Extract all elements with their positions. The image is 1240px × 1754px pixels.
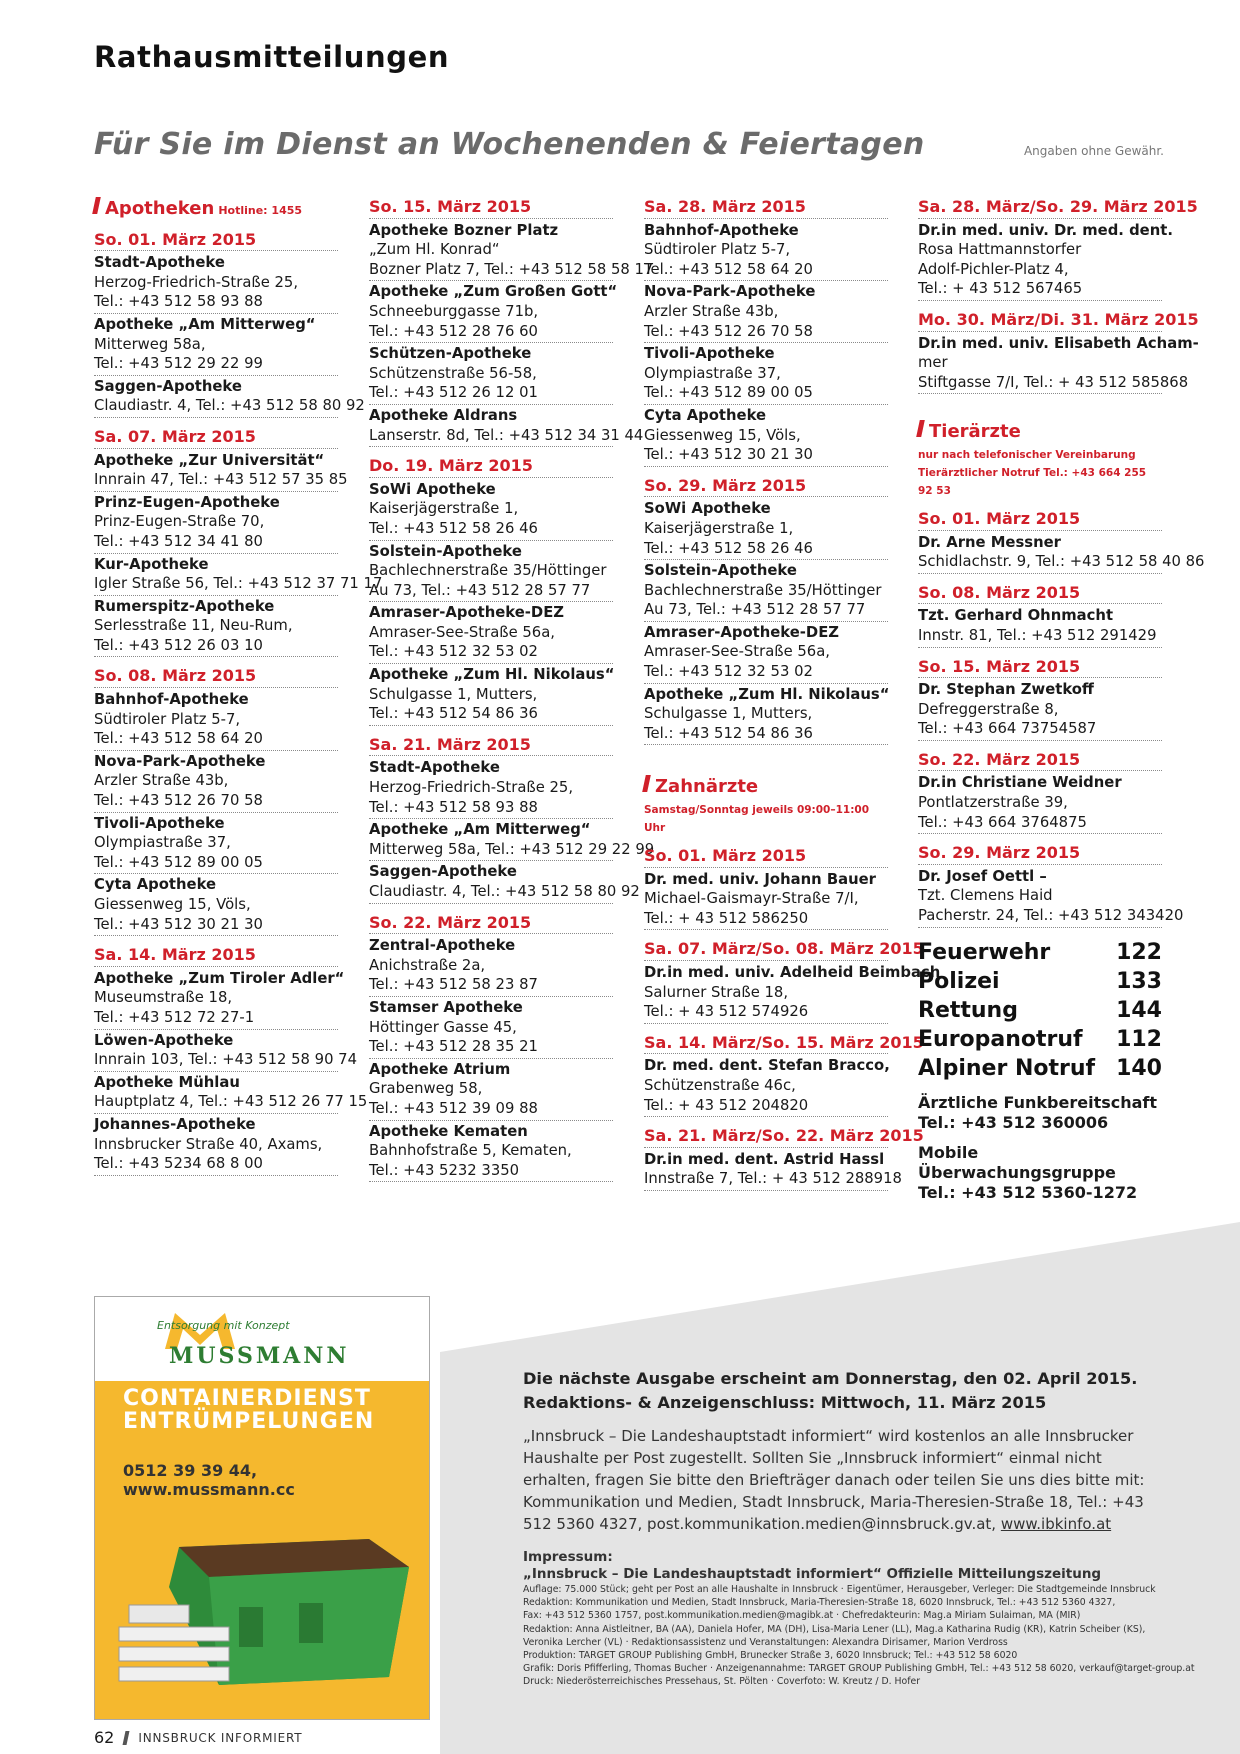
emergency-number: 112 [1116,1026,1162,1052]
list-item [369,758,613,819]
list-item [94,451,348,492]
entry-line: Innrain 103, Tel.: +43 512 58 90 74 [94,1051,358,1069]
entry-line: Südtiroler Platz 5-7, [644,241,791,259]
list-item [918,773,1162,834]
entry-name: Amraser-Apotheke-DEZ [369,604,565,622]
list-item [644,1056,888,1117]
impressum-line: Auflage: 75.000 Stück; geht per Post an alle Haushalte in Innsbruck · Eigentümer, Herausgeber, Verleger: Die Stadtgemeinde Innsbruck [523,1584,1156,1595]
entry-line: Schützenstraße 56-58, [369,364,537,382]
entry-name: Schützen-Apotheke [369,345,532,363]
entry-line: Defreggerstraße 8, [918,700,1059,718]
entry-name: Bahnhof-Apotheke [94,691,249,709]
date-heading: Sa. 07. März/So. 08. März 2015 [644,939,888,961]
entry-line: Innrain 47, Tel.: +43 512 57 35 85 [94,471,348,489]
impressum-line: Redaktion: Kommunikation und Medien, Stadt Innsbruck, Maria-Theresien-Straße 18, 6020 Innsbruck, Tel.: +43 512 5360 4327, [523,1597,1116,1609]
entry-line: Au 73, Tel.: +43 512 28 57 77 [644,601,866,619]
list-item [94,1031,358,1072]
list-item [369,542,613,603]
entry-line: Tel.: +43 512 34 41 80 [94,532,263,550]
list-item [94,597,338,658]
entry-line: Lanserstr. 8d, Tel.: +43 512 34 31 44 [369,426,644,444]
entry-line: Tel.: +43 5234 68 8 00 [94,1155,263,1173]
ibkinfo-link[interactable]: www.ibkinfo.at [1000,1515,1112,1533]
entry-line: Tel.: +43 512 39 09 88 [369,1099,538,1117]
entry-line: Tel.: +43 512 28 76 60 [369,322,538,340]
list-item [94,690,338,751]
entry-line: Tel.: +43 512 58 23 87 [369,976,538,994]
emergency-row [918,1054,1162,1083]
list-item [369,1122,613,1183]
list-item [918,533,1205,574]
entry-line: Herzog-Friedrich-Straße 25, [369,779,574,797]
entry-line: Tel.: + 43 512 586250 [644,909,809,927]
entry-line: Tel.: +43 512 89 00 05 [644,384,813,402]
list-item [644,870,888,931]
date-heading: So. 08. März 2015 [918,583,1162,605]
entry-line: Tel.: +43 512 58 64 20 [94,730,263,748]
impressum-subtitle: „Innsbruck – Die Landeshauptstadt informiert“ Offizielle Mitteilungszeitung [523,1566,1102,1582]
entry-line: Arzler Straße 43b, [644,302,779,320]
list-item [369,221,654,282]
entry-line: Innstraße 7, Tel.: + 43 512 288918 [644,1170,902,1188]
next-issue: Die nächste Ausgabe erscheint am Donnerstag, den 02. April 2015. [523,1369,1138,1388]
entry-line: Tel.: +43 512 58 64 20 [644,260,813,278]
entry-name: Cyta Apotheke [94,876,217,894]
emergency-numbers [918,938,1162,1083]
emergency-number: 122 [1116,939,1162,965]
entry-line: Schulgasse 1, Mutters, [644,705,813,723]
list-item [94,555,383,596]
entry-line: Schulgasse 1, Mutters, [369,685,538,703]
entry-name: SoWi Apotheke [369,480,496,498]
entry-name: Dr.in med. univ. Elisabeth Acham- [918,334,1199,352]
date-heading: So. 15. März 2015 [918,657,1162,679]
page-header-title: Rathausmitteilungen [94,40,450,74]
entry-line: Claudiastr. 4, Tel.: +43 512 58 80 92 [369,883,640,900]
funk-tel: Tel.: +43 512 360006 [918,1112,1109,1132]
list-item [94,752,338,813]
column-2 [369,197,655,1183]
impressum-line: Fax: +43 512 5360 1757, post.kommunikation.medien@magibk.at · Chefredakteurin: Mag.a Miriam Sulaiman, MA (MIR) [523,1610,1081,1622]
entry-line: Igler Straße 56, Tel.: +43 512 37 71 17 [94,575,383,593]
entry-name: Tivoli-Apotheke [644,345,775,363]
entry-line: Tel.: +43 512 54 86 36 [644,724,813,742]
list-item [94,253,338,314]
entry-line: Amraser-See-Straße 56a, [369,623,555,641]
date-heading: Sa. 21. März/So. 22. März 2015 [644,1126,888,1148]
entry-line: Michael-Gaismayr-Straße 7/I, [644,890,859,908]
entry-name: Löwen-Apotheke [94,1031,234,1049]
publication-name: INNSBRUCK INFORMIERT [138,1730,303,1745]
entry-line: Prinz-Eugen-Straße 70, [94,513,265,531]
entry-line: Tel.: +43 512 58 93 88 [369,798,538,816]
date-heading: Sa. 14. März 2015 [94,945,338,967]
entry-name: Saggen-Apotheke [369,863,517,881]
entry-name: Apotheke „Zur Universität“ [94,451,325,469]
entry-name: Apotheke „Am Mitterweg“ [369,821,591,839]
list-item [644,344,888,405]
distribution-text: „Innsbruck – Die Landeshauptstadt informiert“ wird kostenlos an alle Innsbrucker Haushalte per Post zugestellt. Sollten Sie „Innsbruck informiert“ einmal nicht erhalten, fragen Sie bitte den Briefträger danach oder teilen Sie uns dies bitte mit: Kommunikation und Medien, Stadt Innsbruck, Maria-Theresien-Straße 18, Tel.: +43 512 5360 4327, post.kommunikation.medien@innsbruck.gv.at, [523,1427,1145,1533]
entry-line: Tel.: + 43 512 574926 [644,1003,809,1021]
emergency-label: Rettung [918,997,1018,1023]
entry-line: Innstr. 81, Tel.: +43 512 291429 [918,626,1157,644]
entry-line: Schneeburggasse 71b, [369,302,539,320]
ad-phone: 0512 39 39 44, www.mussmann.cc [123,1461,295,1499]
entry-line: Mitterweg 58a, Tel.: +43 512 29 22 99 [369,840,655,858]
entry-name: Apotheke Kematen [369,1122,528,1140]
date-heading: So. 22. März 2015 [918,750,1162,772]
entry-line: Giessenweg 15, Völs, [644,426,801,444]
entry-line: Serlesstraße 11, Neu-Rum, [94,617,293,635]
list-item [644,685,888,746]
list-item [369,820,655,861]
date-heading: So. 01. März 2015 [918,509,1162,531]
entry-line: Tel.: +43 512 32 53 02 [369,643,538,661]
entry-line: Au 73, Tel.: +43 512 28 57 77 [369,581,591,599]
emergency-number: 144 [1116,997,1162,1023]
apotheken-col2-list [369,197,655,1182]
entry-line: Tel.: +43 512 72 27-1 [94,1008,255,1026]
date-heading: So. 29. März 2015 [918,843,1162,865]
zahnaerzte-heading [644,775,888,797]
entry-name: Apotheke Atrium [369,1060,511,1078]
entry-line: Tel.: +43 512 30 21 30 [94,915,263,933]
mobile-block [918,1143,1162,1203]
date-heading: Mo. 30. März/Di. 31. März 2015 [918,310,1162,332]
entry-name: Dr. Josef Oettl – [918,867,1047,885]
entry-line: Tel.: + 43 512 567465 [918,280,1083,298]
entry-name: Apotheke Mühlau [94,1073,240,1091]
list-item [369,344,613,405]
entry-line: Tel.: +43 512 26 70 58 [644,322,813,340]
entry-line: „Zum Hl. Konrad“ [369,241,500,259]
apotheken-heading [94,197,338,221]
entry-line: Schützenstraße 46c, [644,1076,796,1094]
entry-name: Stadt-Apotheke [94,254,225,272]
entry-line: Amraser-See-Straße 56a, [644,643,830,661]
date-heading: Sa. 21. März 2015 [369,735,613,757]
entry-name: Apotheke „Zum Hl. Nikolaus“ [369,666,615,684]
date-heading: So. 01. März 2015 [94,230,338,252]
entry-line: Pacherstr. 24, Tel.: +43 512 343420 [918,907,1184,925]
date-heading: So. 08. März 2015 [94,666,338,688]
list-item [369,480,613,541]
column-1 [94,197,383,1177]
entry-line: Salurner Straße 18, [644,983,789,1001]
list-item [644,499,888,560]
ad-line-containerdienst: CONTAINERDIENST [123,1386,371,1411]
entry-line: mer [918,354,948,372]
list-item [94,1073,368,1114]
date-heading: So. 01. März 2015 [644,846,888,868]
entry-line: Tel.: +43 512 58 93 88 [94,293,263,311]
slash-icon [92,197,101,214]
funk-label: Ärztliche Funkbereitschaft [918,1092,1158,1112]
entry-name: Rumerspitz-Apotheke [94,597,275,615]
emergency-row [918,1025,1162,1054]
entry-line: Tel.: +43 512 32 53 02 [644,663,813,681]
mobile-label: Mobile Überwachungsgruppe [918,1142,1116,1182]
emergency-label: Europanotruf [918,1026,1083,1052]
entry-name: Nova-Park-Apotheke [94,752,266,770]
impressum-line: Druck: Niederösterreichisches Pressehaus, St. Pölten · Coverfoto: W. Kreutz / D. Hofer [523,1676,921,1688]
entry-line: Rosa Hattmannstorfer [918,241,1082,259]
distribution-paragraph [523,1425,1173,1535]
ad-brand: MUSSMANN [169,1343,350,1369]
entry-name: Nova-Park-Apotheke [644,283,816,301]
entry-line: Tel.: +43 512 28 35 21 [369,1038,538,1056]
entry-line: Tel.: +43 512 58 26 46 [644,539,813,557]
entry-name: Tivoli-Apotheke [94,814,225,832]
entry-line: Tel.: +43 5232 3350 [369,1161,520,1179]
list-item [94,1115,338,1176]
impressum-line: Redaktion: Anna Aistleitner, BA (AA), Daniela Hofer, MA (DH), Lisa-Maria Lener (LL), Mag.a Katharina Rudig (KR), Katrin Scheiber (KS), [523,1623,1146,1635]
list-item [644,561,888,622]
entry-name: Dr. med. univ. Johann Bauer [644,870,876,888]
entry-line: Kaiserjägerstraße 1, [644,519,794,537]
mobile-tel: Tel.: +43 512 5360-1272 [918,1182,1138,1202]
tieraerzte-heading [918,420,1162,442]
apotheken-col3-list [644,197,888,745]
list-item [94,377,365,418]
apotheken-title: Apotheken [105,198,215,219]
list-item [369,1060,613,1121]
entry-name: Zentral-Apotheke [369,937,516,955]
entry-line: Olympiastraße 37, [94,834,231,852]
list-item [644,1150,902,1191]
entry-line: Schidlachstr. 9, Tel.: +43 512 58 40 86 [918,553,1205,571]
entry-name: Solstein-Apotheke [369,542,522,560]
entry-name: Johannes-Apotheke [94,1115,256,1133]
date-heading: So. 15. März 2015 [369,197,613,219]
entry-line: Olympiastraße 37, [644,364,781,382]
entry-name: Dr. Stephan Zwetkoff [918,681,1094,699]
entry-name: Stamser Apotheke [369,998,523,1016]
list-item [94,315,338,376]
tieraerzte-title: Tierärzte [929,421,1021,443]
zahnaerzte-note: Samstag/Sonntag jeweils 09:00–11:00 Uhr [644,804,870,835]
list-item [918,680,1162,741]
entry-name: Dr.in med. univ. Adelheid Beimbach [644,964,941,981]
list-item [94,493,338,554]
date-heading: Sa. 07. März 2015 [94,427,338,449]
info-block [523,1367,1195,1689]
emergency-row [918,938,1162,967]
list-item [369,406,644,447]
slash-icon [123,1731,130,1745]
entry-name: Solstein-Apotheke [644,562,797,580]
list-item [369,998,613,1059]
entry-name: Saggen-Apotheke [94,377,242,395]
entry-name: Dr.in Christiane Weidner [918,774,1122,792]
impressum-line: Produktion: TARGET GROUP Publishing GmbH, Brunecker Straße 3, 6020 Innsbruck; Tel.: +43 512 58 6020 [523,1650,1018,1662]
entry-line: Innsbrucker Straße 40, Axams, [94,1135,323,1153]
entry-line: Tel.: +43 512 26 12 01 [369,384,538,402]
entry-name: Dr.in med. dent. Astrid Hassl [644,1150,885,1168]
entry-line: Bahnhofstraße 5, Kematen, [369,1142,572,1160]
entry-line: Tel.: +43 512 29 22 99 [94,355,263,373]
emergency-row [918,996,1162,1025]
entry-line: Tel.: +43 664 73754587 [918,720,1097,738]
deadline: Redaktions- & Anzeigenschluss: Mittwoch, 11. März 2015 [523,1393,1047,1412]
entry-line: Giessenweg 15, Völs, [94,896,251,913]
list-item [644,406,888,467]
entry-name: Bahnhof-Apotheke [644,221,799,239]
emergency-row [918,967,1162,996]
impressum-line: Veronika Lercher (VL) · Redaktionsassistenz und Veranstaltungen: Alexandra Dirisamer, Marion Verdross [523,1636,1008,1648]
entry-line: Tel.: +43 512 26 70 58 [94,792,263,810]
entry-name: Tzt. Gerhard Ohnmacht [918,607,1114,625]
entry-line: Bozner Platz 7, Tel.: +43 512 58 58 17 [369,260,654,278]
list-item [369,603,613,664]
page-footer [94,1728,302,1747]
emergency-number: 140 [1116,1055,1162,1081]
list-item [918,221,1173,301]
entry-name: Apotheke „Am Mitterweg“ [94,315,316,333]
entry-line: Tel.: +43 512 58 26 46 [369,519,538,537]
entry-line: Grabenweg 58, [369,1080,483,1098]
entry-line: Tel.: +43 664 3764875 [918,813,1087,831]
list-item [369,665,613,726]
list-item [94,814,338,875]
entry-line: Hauptplatz 4, Tel.: +43 512 26 77 15 [94,1093,368,1111]
ad-line-entruempelungen: ENTRÜMPELUNGEN [123,1409,375,1434]
list-item [369,282,618,343]
date-heading: Sa. 14. März/So. 15. März 2015 [644,1033,888,1055]
date-heading: So. 22. März 2015 [369,913,613,935]
emergency-number: 133 [1116,968,1162,994]
list-item [644,282,888,343]
entry-name: Dr.in med. univ. Dr. med. dent. [918,221,1173,239]
entry-line: Höttinger Gasse 45, [369,1018,517,1036]
apotheken-hotline: Hotline: 1455 [218,204,303,217]
impressum-line: Grafik: Doris Pfifferling, Thomas Bucher · Anzeigenannahme: TARGET GROUP Publishing GmbH, Tel.: +43 512 58 6020, verkauf@target-group.at [523,1663,1195,1675]
entry-name: Apotheke „Zum Hl. Nikolaus“ [644,685,890,703]
zahnaerzte-title: Zahnärzte [655,776,759,798]
entry-name: Apotheke Aldrans [369,406,518,424]
list-item [644,221,888,282]
entry-line: Bachlechnerstraße 35/Höttinger [369,562,607,580]
list-item [369,936,613,997]
zahnaerzte-col3-list [644,846,941,1191]
list-item [369,862,640,903]
entry-line: Kaiserjägerstraße 1, [369,500,519,518]
entry-line: Adolf-Pichler-Platz 4, [918,260,1069,278]
list-item [644,963,941,1024]
entry-name: Prinz-Eugen-Apotheke [94,493,280,511]
entry-line: Stiftgasse 7/I, Tel.: + 43 512 585868 [918,373,1189,391]
tieraerzte-notruf: Tierärztlicher Notruf Tel.: +43 664 255 92 53 [918,466,1147,497]
list-item [644,623,888,684]
emergency-label: Feuerwehr [918,939,1051,965]
emergency-label: Polizei [918,968,1000,994]
entry-line: Tel.: +43 512 30 21 30 [644,446,813,464]
entry-name: Dr. med. dent. Stefan Bracco, [644,1057,890,1075]
list-item [94,969,345,1030]
slash-icon [916,420,925,437]
entry-name: Apotheke „Zum Tiroler Adler“ [94,969,345,987]
advertisement [94,1296,430,1720]
entry-name: Stadt-Apotheke [369,759,500,777]
entry-line: Bachlechnerstraße 35/Höttinger [644,581,882,599]
section-title: Für Sie im Dienst an Wochenenden & Feiertagen [94,127,925,162]
entry-name: Apotheke „Zum Großen Gott“ [369,283,618,301]
page-number: 62 [94,1728,115,1747]
list-item [918,867,1184,928]
entry-name: Dr. Arne Messner [918,533,1061,551]
entry-line: Mitterweg 58a, [94,335,206,353]
list-item [918,606,1162,647]
funk-block [918,1093,1162,1133]
slash-icon [642,775,651,792]
apotheken-col1-list [94,229,383,1176]
ad-logo-area [95,1297,429,1381]
date-heading: Do. 19. März 2015 [369,456,613,478]
entry-name: Apotheke Bozner Platz [369,221,559,239]
entry-line: Tel.: +43 512 89 00 05 [94,853,263,871]
date-heading: So. 29. März 2015 [644,476,888,498]
impressum-lines [523,1583,1195,1689]
entry-line: Herzog-Friedrich-Straße 25, [94,273,299,291]
entry-name: SoWi Apotheke [644,500,771,518]
entry-line: Anichstraße 2a, [369,956,486,974]
entry-name: Kur-Apotheke [94,555,209,573]
entry-line: Tel.: +43 512 54 86 36 [369,705,538,723]
tieraerzte-note: nur nach telefonischer Vereinbarung [918,448,1136,461]
impressum-title: Impressum: [523,1549,613,1565]
emergency-label: Alpiner Notruf [918,1055,1096,1081]
ad-tagline: Entsorgung mit Konzept [157,1319,290,1332]
list-item [918,334,1199,395]
entry-line: Tzt. Clemens Haid [918,887,1053,905]
entry-name: Cyta Apotheke [644,406,767,424]
column-4 [918,197,1205,1203]
entry-line: Museumstraße 18, [94,989,233,1007]
entry-line: Claudiastr. 4, Tel.: +43 512 58 80 92 [94,397,365,415]
entry-line: Tel.: + 43 512 204820 [644,1096,809,1114]
date-heading: Sa. 28. März 2015 [644,197,888,219]
disclaimer: Angaben ohne Gewähr. [1023,144,1164,158]
container-illustration-icon [109,1507,415,1707]
date-heading: Sa. 28. März/So. 29. März 2015 [918,197,1162,219]
entry-line: Tel.: +43 512 26 03 10 [94,636,263,654]
entry-line: Pontlatzerstraße 39, [918,794,1068,812]
zahnaerzte-col4-list [918,197,1199,394]
entry-name: Amraser-Apotheke-DEZ [644,623,840,641]
tieraerzte-list [918,508,1205,928]
entry-line: Arzler Straße 43b, [94,772,229,790]
entry-line: Südtiroler Platz 5-7, [94,710,241,728]
list-item [94,875,338,936]
